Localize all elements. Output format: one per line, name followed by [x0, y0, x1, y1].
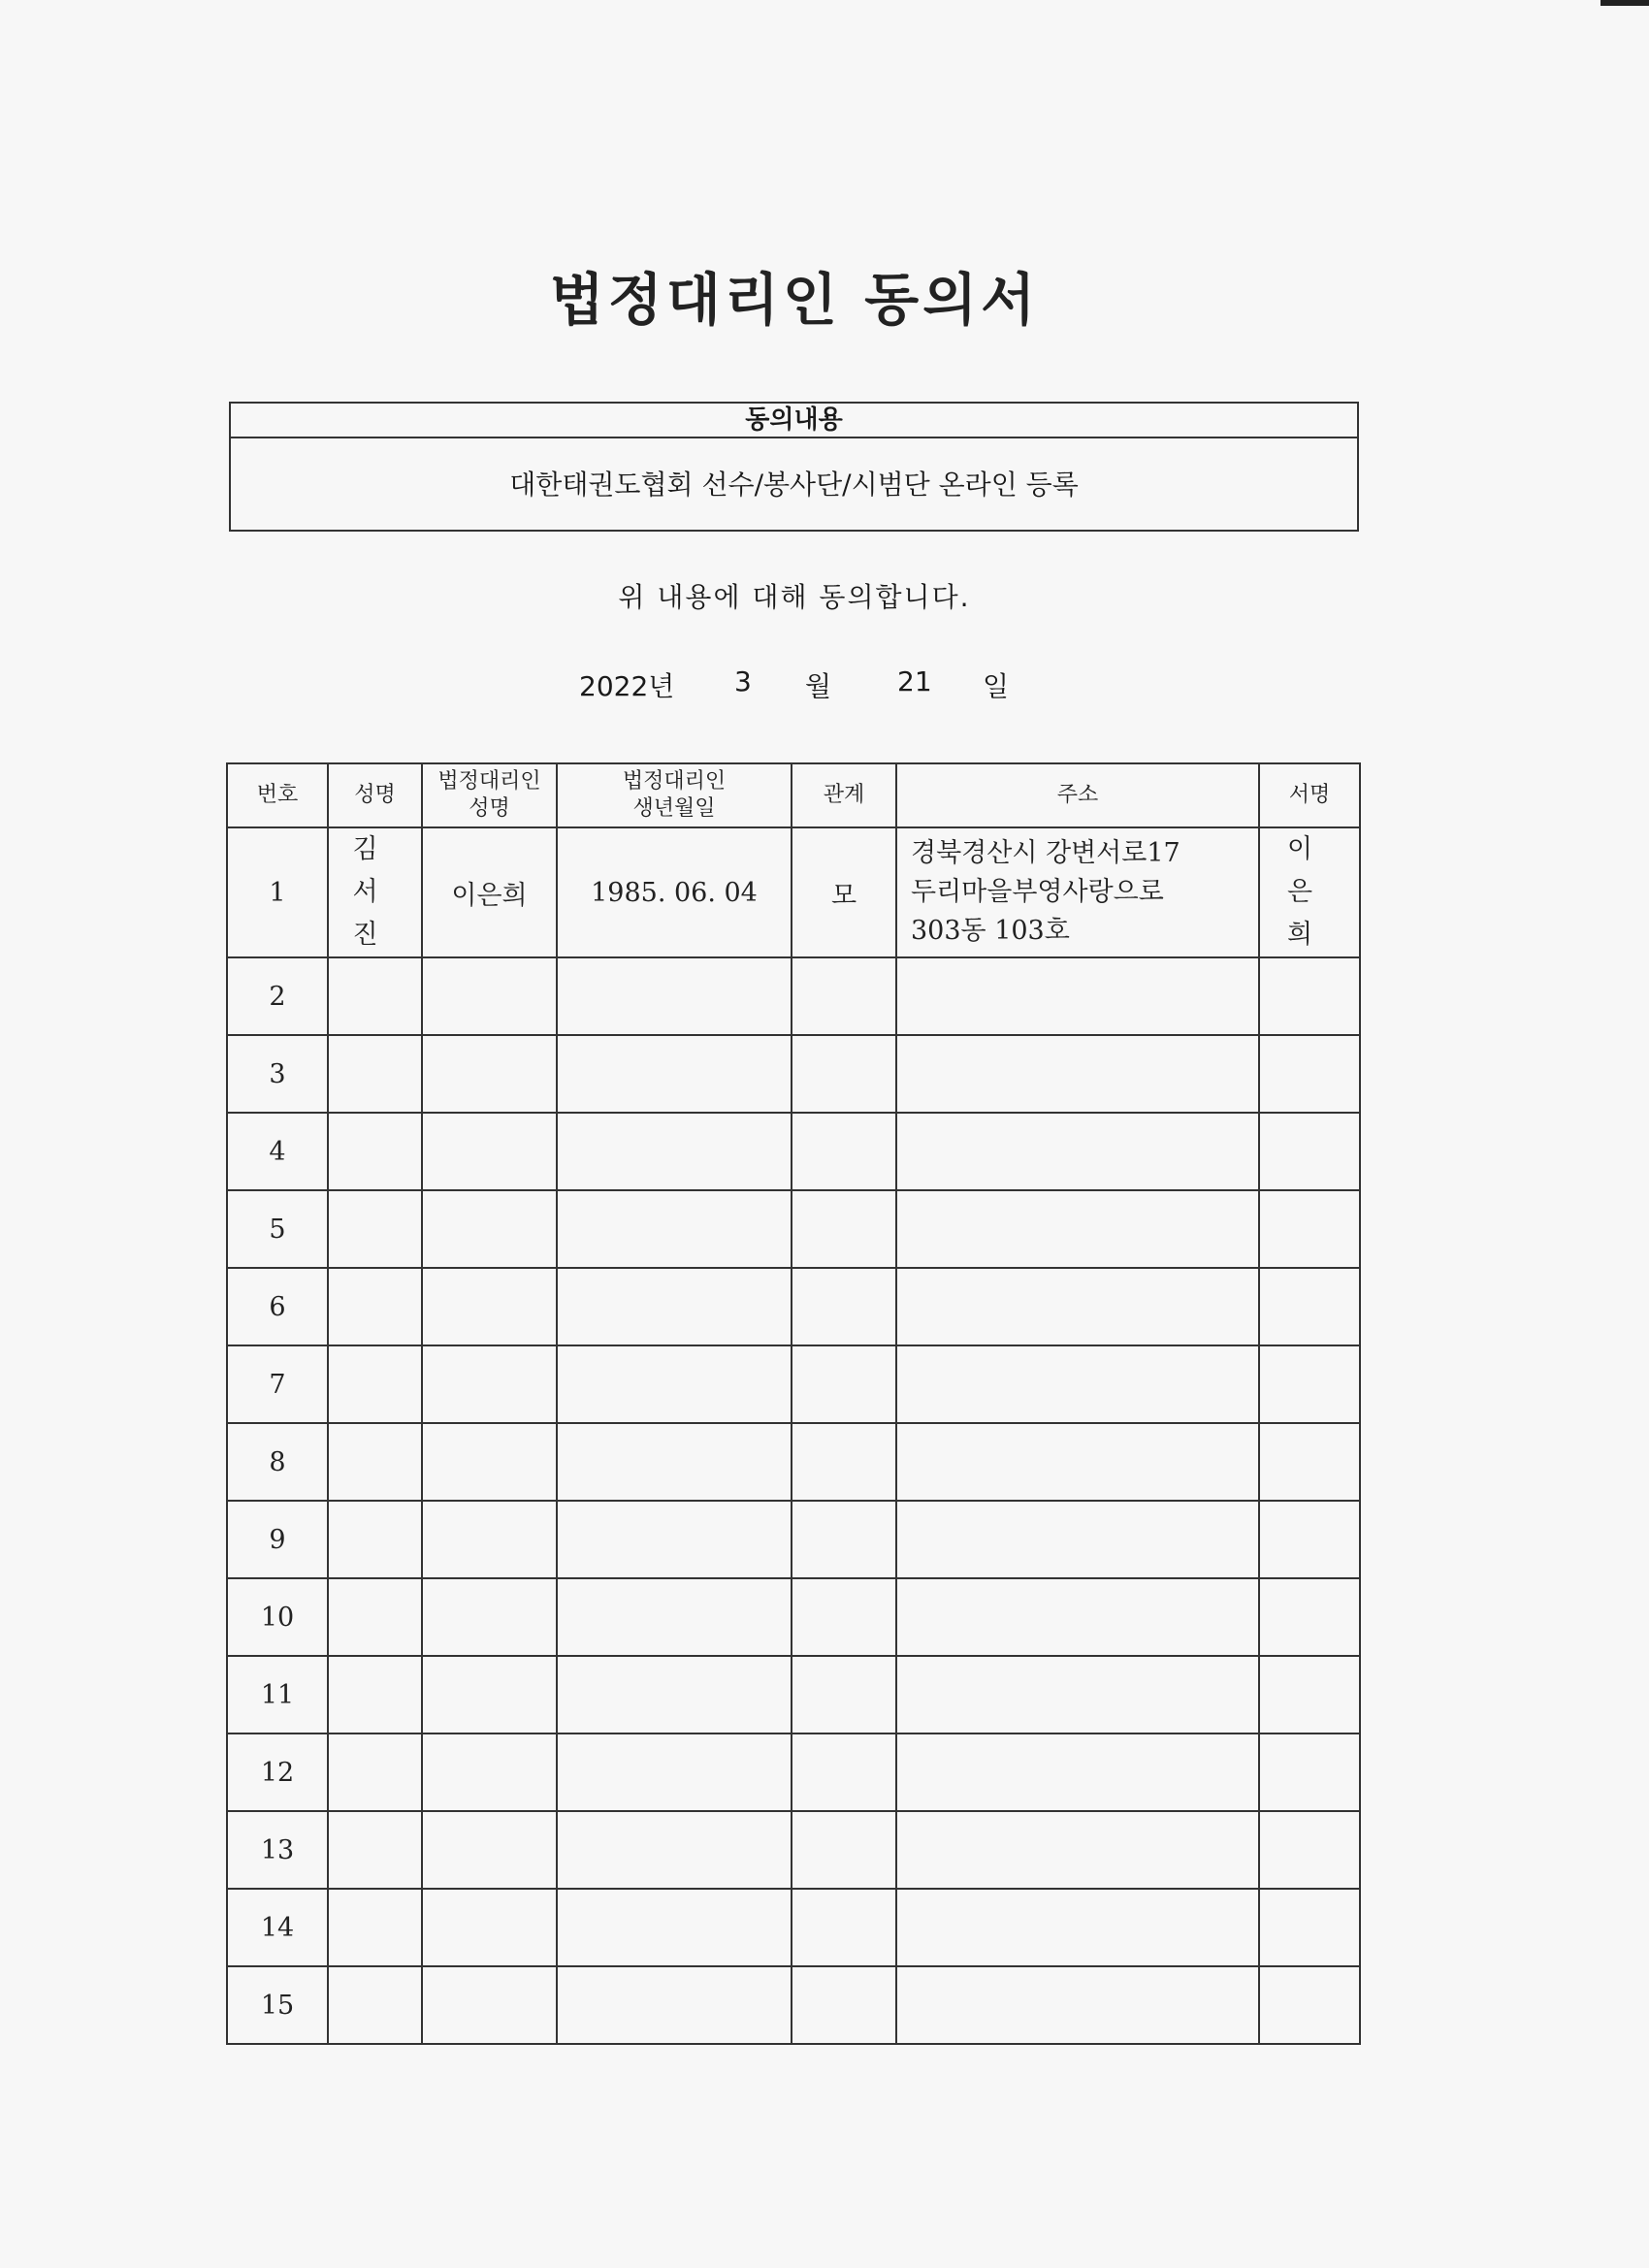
- cell-guardian-birth: [557, 1190, 792, 1268]
- cell-no: 3: [227, 1035, 328, 1113]
- table-row: [227, 1035, 1360, 1113]
- cell-signature-line2: 희: [1286, 920, 1333, 950]
- cell-signature: [1259, 1656, 1360, 1733]
- cell-name: [328, 1811, 422, 1889]
- table-header-row: [227, 763, 1360, 827]
- date-day: 21: [897, 665, 932, 697]
- cell-name: [328, 1889, 422, 1966]
- cell-guardian-name: [422, 1345, 557, 1423]
- cell-address: [896, 1966, 1259, 2044]
- cell-guardian-name: [422, 1966, 557, 2044]
- cell-name: [328, 1268, 422, 1345]
- table-row: [227, 827, 1360, 957]
- cell-no: 13: [227, 1811, 328, 1889]
- cell-guardian-name: [422, 1889, 557, 1966]
- cell-name: [328, 1733, 422, 1811]
- header-signature: 서명: [1259, 763, 1360, 827]
- cell-guardian-birth: [557, 1966, 792, 2044]
- cell-address: [896, 1345, 1259, 1423]
- cell-no: 1: [227, 827, 328, 957]
- cell-relation: [792, 1190, 896, 1268]
- cell-guardian-birth: [557, 1113, 792, 1190]
- cell-signature: [1259, 1966, 1360, 2044]
- cell-name-line2: 진: [352, 920, 398, 950]
- cell-name: [328, 1501, 422, 1578]
- cell-guardian-name: [422, 1113, 557, 1190]
- table-row: [227, 1578, 1360, 1656]
- cell-name: [328, 1113, 422, 1190]
- cell-guardian-name: [422, 1578, 557, 1656]
- cell-relation: [792, 1656, 896, 1733]
- cell-address: [896, 1501, 1259, 1578]
- table-row: [227, 1190, 1360, 1268]
- header-guardian-birth-line1: 법정대리인: [622, 769, 727, 794]
- cell-no: 8: [227, 1423, 328, 1501]
- cell-address: [896, 1656, 1259, 1733]
- cell-name: [328, 1423, 422, 1501]
- cell-signature: [1259, 1190, 1360, 1268]
- cell-no: 14: [227, 1889, 328, 1966]
- cell-guardian-name: [422, 1656, 557, 1733]
- cell-address: [896, 1811, 1259, 1889]
- cell-relation: [792, 1113, 896, 1190]
- cell-guardian-name: [422, 957, 557, 1035]
- cell-address-line1: 경북경산시 강변서로17: [911, 838, 1180, 868]
- table-row: [227, 1501, 1360, 1578]
- cell-guardian-birth: [557, 1733, 792, 1811]
- cell-guardian-name: [422, 1811, 557, 1889]
- date-year: 2022년: [579, 670, 675, 702]
- cell-no: 10: [227, 1578, 328, 1656]
- scan-corner-mark: [1600, 0, 1649, 6]
- header-name: 성명: [328, 763, 422, 827]
- cell-name: [328, 1578, 422, 1656]
- cell-signature: [1259, 1423, 1360, 1501]
- table-row: [227, 957, 1360, 1035]
- cell-signature: [1259, 1035, 1360, 1113]
- table-row: [227, 1345, 1360, 1423]
- cell-guardian-name: 이은희: [422, 827, 557, 957]
- cell-no: 2: [227, 957, 328, 1035]
- cell-guardian-birth: [557, 1268, 792, 1345]
- table-row: [227, 1966, 1360, 2044]
- cell-relation: [792, 957, 896, 1035]
- cell-guardian-birth: 1985. 06. 04: [557, 827, 792, 957]
- cell-no: 4: [227, 1113, 328, 1190]
- cell-guardian-birth: [557, 957, 792, 1035]
- cell-relation: [792, 1501, 896, 1578]
- table-row: [227, 1656, 1360, 1733]
- cell-no: 9: [227, 1501, 328, 1578]
- cell-name: [328, 1035, 422, 1113]
- cell-signature: [1259, 1501, 1360, 1578]
- header-relation: 관계: [792, 763, 896, 827]
- header-guardian-name-line1: 법정대리인: [437, 769, 541, 794]
- table-row: [227, 1113, 1360, 1190]
- cell-relation: [792, 1966, 896, 2044]
- cell-signature: [1259, 1345, 1360, 1423]
- table-row: [227, 1811, 1360, 1889]
- consent-box: [229, 402, 1359, 532]
- cell-signature: [1259, 957, 1360, 1035]
- cell-no: 12: [227, 1733, 328, 1811]
- cell-guardian-name: [422, 1268, 557, 1345]
- cell-name: [328, 957, 422, 1035]
- cell-signature: [1259, 1113, 1360, 1190]
- table-row: [227, 1423, 1360, 1501]
- cell-guardian-name: [422, 1423, 557, 1501]
- agreement-text: 위 내용에 대해 동의합니다.: [618, 581, 971, 613]
- cell-no: 7: [227, 1345, 328, 1423]
- consent-content: 대한태권도협회 선수/봉사단/시범단 온라인 등록: [509, 469, 1079, 501]
- cell-name: [328, 1190, 422, 1268]
- cell-name: [328, 1966, 422, 2044]
- cell-relation: [792, 1035, 896, 1113]
- date-month: 3: [734, 665, 752, 697]
- header-no: 번호: [227, 763, 328, 827]
- cell-address: [896, 1113, 1259, 1190]
- cell-address: [896, 1190, 1259, 1268]
- cell-signature: [1259, 1268, 1360, 1345]
- cell-relation: [792, 1423, 896, 1501]
- cell-name: [328, 1345, 422, 1423]
- cell-signature: [1259, 1889, 1360, 1966]
- header-guardian-birth-line2: 생년월일: [632, 796, 716, 821]
- cell-guardian-name: [422, 1733, 557, 1811]
- date-day-unit: 일: [983, 670, 1010, 702]
- cell-name: [328, 1656, 422, 1733]
- guardian-table: [226, 762, 1361, 2045]
- cell-address: [896, 1423, 1259, 1501]
- header-address: 주소: [896, 763, 1259, 827]
- cell-relation: [792, 1578, 896, 1656]
- cell-guardian-name: [422, 1190, 557, 1268]
- cell-relation: [792, 1733, 896, 1811]
- cell-name-line1: 김 서: [352, 834, 398, 907]
- header-guardian-name: [422, 763, 557, 827]
- table-row: [227, 1733, 1360, 1811]
- header-guardian-birth: [557, 763, 792, 827]
- cell-guardian-birth: [557, 1811, 792, 1889]
- cell-guardian-birth: [557, 1423, 792, 1501]
- cell-relation: [792, 1268, 896, 1345]
- cell-guardian-birth: [557, 1345, 792, 1423]
- cell-signature: [1259, 1733, 1360, 1811]
- date-month-unit: 월: [805, 670, 832, 702]
- cell-name: [328, 827, 422, 957]
- cell-signature: [1259, 1811, 1360, 1889]
- cell-address: [896, 1268, 1259, 1345]
- cell-guardian-name: [422, 1501, 557, 1578]
- consent-header: 동의내용: [231, 404, 1357, 438]
- cell-guardian-birth: [557, 1656, 792, 1733]
- cell-relation: [792, 1889, 896, 1966]
- cell-guardian-name: [422, 1035, 557, 1113]
- cell-no: 15: [227, 1966, 328, 2044]
- cell-relation: 모: [792, 827, 896, 957]
- cell-address: [896, 957, 1259, 1035]
- cell-no: 5: [227, 1190, 328, 1268]
- cell-address-line3: 303동 103호: [911, 916, 1070, 946]
- cell-no: 11: [227, 1656, 328, 1733]
- document-title: 법정대리인 동의서: [549, 267, 1040, 333]
- cell-address: [896, 1035, 1259, 1113]
- cell-guardian-birth: [557, 1889, 792, 1966]
- table-row: [227, 1268, 1360, 1345]
- cell-address-line2: 두리마을부영사랑으로: [911, 877, 1164, 907]
- cell-signature-line1: 이 은: [1286, 834, 1333, 907]
- cell-guardian-birth: [557, 1035, 792, 1113]
- cell-signature: [1259, 827, 1360, 957]
- header-guardian-name-line2: 성명: [469, 796, 510, 821]
- cell-address: [896, 1733, 1259, 1811]
- cell-relation: [792, 1811, 896, 1889]
- cell-relation: [792, 1345, 896, 1423]
- cell-signature: [1259, 1578, 1360, 1656]
- cell-address: [896, 1889, 1259, 1966]
- cell-address: [896, 827, 1259, 957]
- cell-no: 6: [227, 1268, 328, 1345]
- cell-guardian-birth: [557, 1501, 792, 1578]
- table-row: [227, 1889, 1360, 1966]
- cell-address: [896, 1578, 1259, 1656]
- cell-guardian-birth: [557, 1578, 792, 1656]
